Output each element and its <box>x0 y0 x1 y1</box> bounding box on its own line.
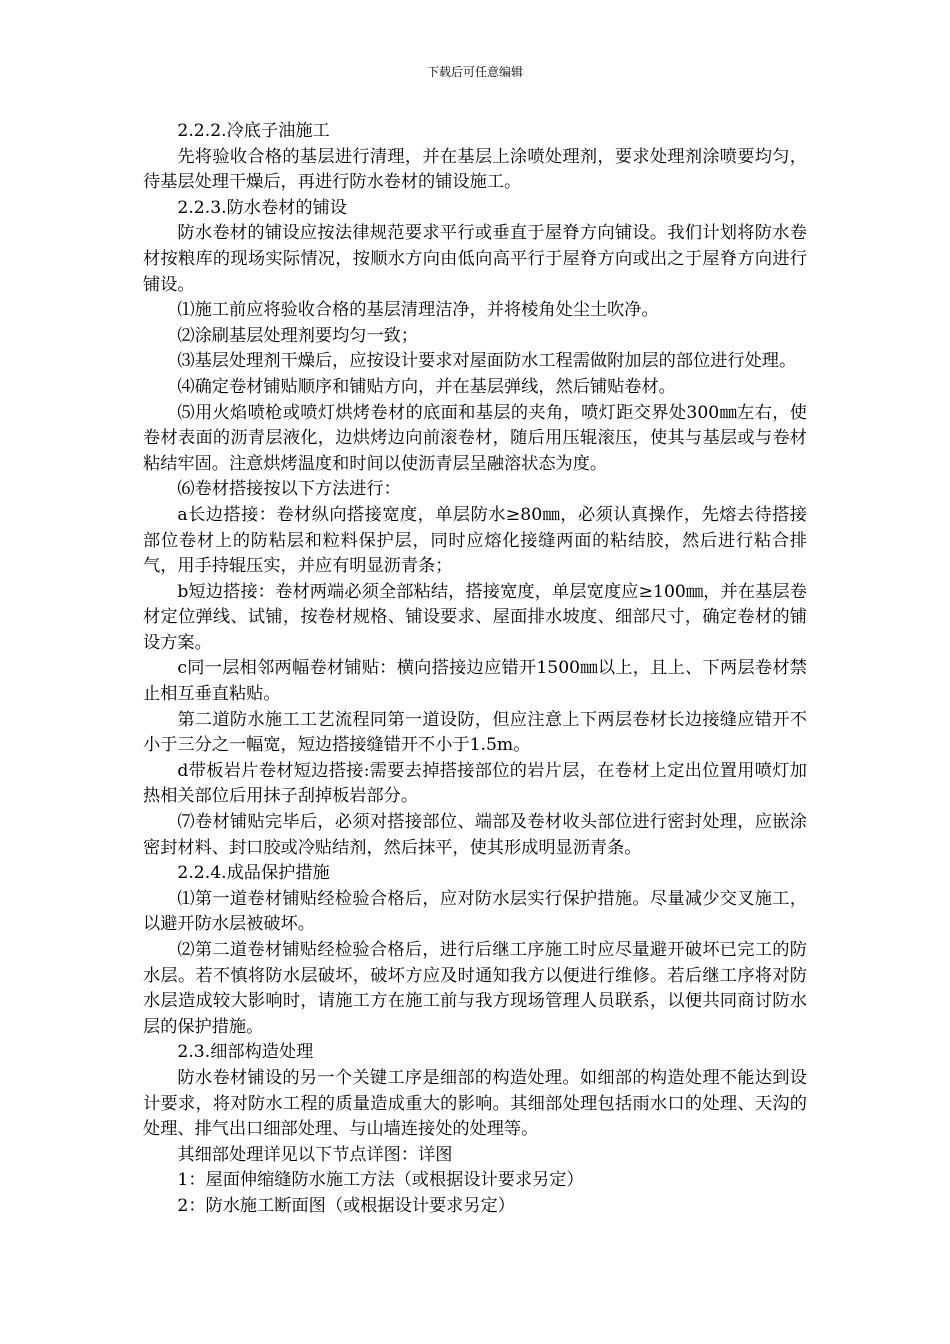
sub-item: c同一层相邻两幅卷材铺贴：横向搭接边应错开1500㎜以上，且上、下两层卷材禁止相互垂直粘贴。 <box>143 658 807 705</box>
page-header: 下载后可任意编辑 <box>426 65 523 79</box>
list-item: ⑵第二道卷材铺贴经检验合格后，进行后继工序施工时应尽量避开破坏已完工的防水层。若不慎将防水层破坏，破坏方应及时通知我方以便进行维修。若后继工序将对防水层造成较大影响时，请施工方在施工前与我方现场管理人员联系，以便共同商讨防水层的保护措施。 <box>143 940 807 1037</box>
paragraph: 其细部处理详见以下节点详图：详图 <box>177 1144 453 1165</box>
paragraph: 先将验收合格的基层进行清理，并在基层上涂喷处理剂，要求处理剂涂喷要均匀，待基层处理干燥后，再进行防水卷材的铺设施工。 <box>143 146 807 193</box>
heading-2-2-2: 2.2.2.冷底子油施工 <box>177 121 330 141</box>
paragraph: 防水卷材的铺设应按法律规范要求平行或垂直于屋脊方向铺设。我们计划将防水卷材按粮库的现场实际情况，按顺水方向由低向高平行于屋脊方向或出之于屋脊方向进行铺设。 <box>143 223 807 295</box>
document-body <box>143 119 807 1220</box>
list-item: ⑹卷材搭接按以下方法进行： <box>177 479 401 500</box>
list-item: 2：防水施工断面图（或根据设计要求另定） <box>177 1195 515 1216</box>
list-item: ⑸用火焰喷枪或喷灯烘烤卷材的底面和基层的夹角，喷灯距交界处300㎜左右，使卷材表面的沥青层液化，边烘烤边向前滚卷材，随后用压辊滚压，使其与基层或与卷材粘结牢固。注意烘烤温度和时间以使沥青层呈融溶状态为度。 <box>143 402 807 474</box>
list-item: ⑴施工前应将验收合格的基层清理洁净，并将棱角处尘土吹净。 <box>177 300 659 321</box>
list-item: ⑴第一道卷材铺贴经检验合格后，应对防水层实行保护措施。尽量减少交叉施工，以避开防水层被破坏。 <box>143 888 807 935</box>
list-item: 1：屋面伸缩缝防水施工方法（或根据设计要求另定） <box>177 1170 584 1191</box>
list-item: ⑺卷材铺贴完毕后，必须对搭接部位、端部及卷材收头部位进行密封处理，应嵌涂密封材料、封口胶或冷贴结剂，然后抹平，使其形成明显沥青条。 <box>143 812 807 858</box>
sub-item: a长边搭接：卷材纵向搭接宽度，单层防水≥80㎜，必须认真操作，先熔去待搭接部位卷材上的防粘层和粒料保护层，同时应熔化接缝两面的粘结胶，然后进行粘合排气，用手持辊压实，并应有明显沥青条； <box>143 504 807 577</box>
heading-2-2-3: 2.2.3.防水卷材的铺设 <box>177 197 347 218</box>
list-item: ⑷确定卷材铺贴顺序和铺贴方向，并在基层弹线，然后铺贴卷材。 <box>177 376 676 397</box>
paragraph: 第二道防水施工工艺流程同第一道设防，但应注意上下两层卷材长边接缝应错开不小于三分之一幅宽，短边搭接缝错开不小于1.5m。 <box>143 709 807 756</box>
list-item: ⑵涂刷基层处理剂要均匀一致； <box>177 325 419 346</box>
heading-2-2-4: 2.2.4.成品保护措施 <box>177 863 330 884</box>
heading-2-3: 2.3.细部构造处理 <box>177 1042 314 1063</box>
paragraph: 防水卷材铺设的另一个关键工序是细部的构造处理。如细部的构造处理不能达到设计要求，将对防水工程的质量造成重大的影响。其细部处理包括雨水口的处理、天沟的处理、排气出口细部处理、与山墙连接处的处理等。 <box>143 1067 807 1140</box>
sub-item: b短边搭接：卷材两端必须全部粘结，搭接宽度，单层宽度应≥100㎜，并在基层卷材定位弹线、试铺，按卷材规格、铺设要求、屋面排水坡度、细部尺寸，确定卷材的铺设方案。 <box>143 581 807 653</box>
list-item: ⑶基层处理剂干燥后，应按设计要求对屋面防水工程需做附加层的部位进行处理。 <box>177 351 797 372</box>
sub-item: d带板岩片卷材短边搭接:需要去掉搭接部位的岩片层，在卷材上定出位置用喷灯加热相关部位后用抹子刮掉板岩部分。 <box>143 760 807 807</box>
